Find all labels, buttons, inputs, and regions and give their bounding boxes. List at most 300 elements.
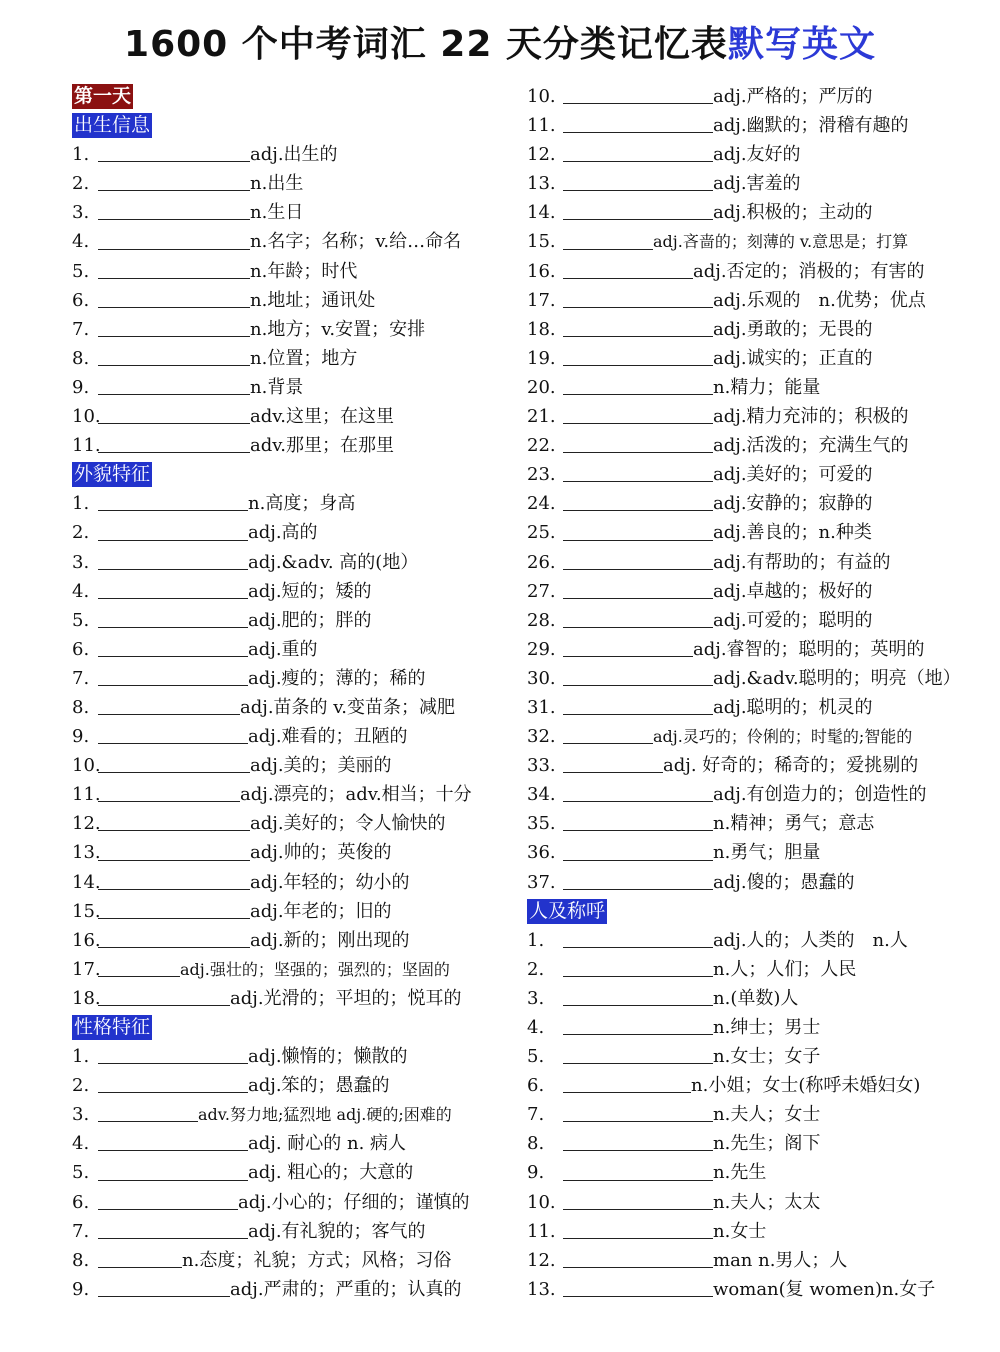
definition: adj.美好的；可爱的 <box>713 464 873 486</box>
section-tag-personality: 性格特征 <box>74 1016 151 1039</box>
definition: n.先生；阁下 <box>713 1133 821 1155</box>
list-item <box>527 1013 967 1042</box>
answer-blank[interactable] <box>98 540 248 541</box>
answer-blank[interactable] <box>98 423 250 424</box>
item-number: 3. <box>72 1104 90 1126</box>
definition: adj.强壮的；坚强的；强烈的；坚固的 <box>180 959 450 979</box>
item-number: 17. <box>527 289 556 311</box>
answer-blank[interactable] <box>563 1063 713 1064</box>
definition: n.位置；地方 <box>250 347 358 369</box>
item-number: 19. <box>527 347 556 369</box>
word-list-personality <box>72 1042 502 1304</box>
list-item <box>72 897 502 926</box>
item-number: 36. <box>527 842 556 864</box>
item-number: 24. <box>527 493 556 515</box>
item-number: 31. <box>527 696 556 718</box>
list-item <box>72 169 502 198</box>
list-item <box>72 809 502 838</box>
item-number: 12. <box>527 1249 556 1271</box>
definition: adj.有礼貌的；客气的 <box>248 1220 426 1242</box>
definition: adj.短的；矮的 <box>248 580 372 602</box>
definition: adj.难看的；丑陋的 <box>248 726 408 748</box>
definition: adj.肥的；胖的 <box>248 609 372 631</box>
list-item <box>527 693 967 722</box>
definition: adj.美的；美丽的 <box>250 755 392 777</box>
answer-blank[interactable] <box>563 976 713 977</box>
definition: n.夫人；女士 <box>713 1104 821 1126</box>
list-item <box>527 227 967 256</box>
answer-blank[interactable] <box>563 889 713 890</box>
list-item <box>527 1246 967 1275</box>
definition: adj. 耐心的 n. 病人 <box>248 1133 407 1155</box>
definition: adj.傻的；愚蠢的 <box>713 871 855 893</box>
answer-blank[interactable] <box>98 1209 238 1210</box>
item-number: 8. <box>72 1249 90 1271</box>
definition: n.女士 <box>713 1220 767 1242</box>
word-list-people <box>527 926 967 1304</box>
item-number: 4. <box>72 1133 90 1155</box>
definition: adv.这里；在这里 <box>250 406 395 428</box>
answer-blank[interactable] <box>563 307 713 308</box>
list-item <box>72 926 502 955</box>
item-number: 5. <box>72 1162 90 1184</box>
item-number: 9. <box>72 376 90 398</box>
answer-blank[interactable] <box>98 801 240 802</box>
item-number: 10. <box>527 86 556 107</box>
item-number: 22. <box>527 435 556 457</box>
list-item <box>527 402 967 431</box>
definition: adj.出生的 <box>250 144 338 166</box>
definition: n.人；人们；人民 <box>713 958 857 980</box>
answer-blank[interactable] <box>98 510 248 511</box>
item-number: 12. <box>72 813 101 835</box>
list-item <box>527 315 967 344</box>
list-item <box>72 140 502 169</box>
list-item <box>527 518 967 547</box>
definition: n.夫人；太太 <box>713 1191 821 1213</box>
definition: n.(单数)人 <box>713 987 799 1009</box>
definition: n.高度；身高 <box>248 493 356 515</box>
list-item <box>527 1275 967 1304</box>
answer-blank[interactable] <box>563 627 713 628</box>
list-item <box>527 111 967 140</box>
word-list-appearance <box>72 489 502 1013</box>
item-number: 5. <box>527 1046 545 1068</box>
definition: adj.卓越的；极好的 <box>713 580 873 602</box>
definition: n.态度；礼貌；方式；风格；习俗 <box>182 1249 452 1271</box>
item-number: 18. <box>72 987 101 1009</box>
answer-blank[interactable] <box>98 394 250 395</box>
answer-blank[interactable] <box>563 103 713 104</box>
item-number: 1. <box>72 493 90 515</box>
answer-blank[interactable] <box>98 1092 248 1093</box>
answer-blank[interactable] <box>98 1180 248 1181</box>
definition: adj.瘦的；薄的；稀的 <box>248 667 426 689</box>
list-item <box>72 780 502 809</box>
definition: adj.高的 <box>248 522 318 544</box>
item-number: 29. <box>527 638 556 660</box>
definition: n.背景 <box>250 376 304 398</box>
answer-blank[interactable] <box>563 510 713 511</box>
list-item <box>527 606 967 635</box>
item-number: 1. <box>72 1046 90 1068</box>
list-item <box>527 344 967 373</box>
definition: adj.否定的；消极的；有害的 <box>693 260 925 282</box>
answer-blank[interactable] <box>563 249 653 250</box>
item-number: 3. <box>72 202 90 224</box>
item-number: 35. <box>527 813 556 835</box>
answer-blank[interactable] <box>563 714 713 715</box>
definition: adj.安静的；寂静的 <box>713 493 873 515</box>
definition: adj.可爱的；聪明的 <box>713 609 873 631</box>
definition: adj.重的 <box>248 638 318 660</box>
list-item <box>72 431 502 460</box>
definition: woman(复 women)n.女子 <box>713 1278 936 1300</box>
list-item <box>527 926 967 955</box>
item-number: 2. <box>72 173 90 195</box>
definition: adj.严肃的；严重的；认真的 <box>230 1278 462 1300</box>
answer-blank[interactable] <box>98 1005 230 1006</box>
list-item <box>527 548 967 577</box>
right-column <box>527 82 967 1304</box>
item-number: 9. <box>527 1162 545 1184</box>
answer-blank[interactable] <box>563 452 713 453</box>
item-number: 23. <box>527 464 556 486</box>
answer-blank[interactable] <box>563 1209 713 1210</box>
answer-blank[interactable] <box>98 336 250 337</box>
item-number: 8. <box>72 347 90 369</box>
item-number: 18. <box>527 318 556 340</box>
item-number: 13. <box>527 1278 556 1300</box>
item-number: 9. <box>72 1278 90 1300</box>
item-number: 10. <box>72 755 101 777</box>
list-item <box>527 838 967 867</box>
answer-blank[interactable] <box>563 1034 713 1035</box>
answer-blank[interactable] <box>98 1121 198 1122</box>
list-item <box>72 955 502 984</box>
answer-blank[interactable] <box>563 365 713 366</box>
answer-blank[interactable] <box>563 1238 713 1239</box>
answer-blank[interactable] <box>563 947 713 948</box>
list-item <box>527 1188 967 1217</box>
list-item <box>72 344 502 373</box>
answer-blank[interactable] <box>98 830 250 831</box>
answer-blank[interactable] <box>563 801 713 802</box>
item-number: 11. <box>527 1220 556 1242</box>
list-item <box>527 82 967 111</box>
answer-blank[interactable] <box>563 161 713 162</box>
list-item <box>72 257 502 286</box>
list-item <box>527 751 967 780</box>
item-number: 7. <box>72 318 90 340</box>
list-item <box>527 635 967 664</box>
answer-blank[interactable] <box>98 1150 248 1151</box>
list-item <box>72 1100 502 1129</box>
item-number: 6. <box>72 1191 90 1213</box>
definition: adj.诚实的；正直的 <box>713 347 873 369</box>
left-column <box>72 82 502 1304</box>
list-item <box>72 315 502 344</box>
answer-blank[interactable] <box>563 772 663 773</box>
list-item <box>527 286 967 315</box>
answer-blank[interactable] <box>98 656 248 657</box>
list-item <box>72 402 502 431</box>
list-item <box>72 751 502 780</box>
section-tag-appearance: 外貌特征 <box>74 463 151 486</box>
definition: n.勇气；胆量 <box>713 842 821 864</box>
item-number: 6. <box>72 289 90 311</box>
answer-blank[interactable] <box>563 743 653 744</box>
answer-blank[interactable] <box>563 656 693 657</box>
list-item <box>527 373 967 402</box>
definition: adj.帅的；英俊的 <box>250 842 392 864</box>
answer-blank[interactable] <box>98 452 250 453</box>
item-number: 13. <box>72 842 101 864</box>
list-item <box>72 1129 502 1158</box>
definition: adj.美好的；令人愉快的 <box>250 813 446 835</box>
answer-blank[interactable] <box>98 1063 248 1064</box>
answer-blank[interactable] <box>563 481 713 482</box>
item-number: 3. <box>527 987 545 1009</box>
answer-blank[interactable] <box>98 249 250 250</box>
answer-blank[interactable] <box>98 947 250 948</box>
list-item <box>72 722 502 751</box>
list-item <box>72 1042 502 1071</box>
definition: n.小姐；女士(称呼未婚妇女) <box>691 1075 921 1097</box>
definition: adj.笨的；愚蠢的 <box>248 1075 390 1097</box>
answer-blank[interactable] <box>98 860 250 861</box>
list-item <box>527 140 967 169</box>
definition: n.生日 <box>250 202 304 224</box>
item-number: 12. <box>527 144 556 166</box>
list-item <box>72 1188 502 1217</box>
answer-blank[interactable] <box>563 598 713 599</box>
answer-blank[interactable] <box>98 685 248 686</box>
item-number: 8. <box>527 1133 545 1155</box>
definition: man n.男人；人 <box>713 1249 848 1271</box>
definition: adj.睿智的；聪明的；英明的 <box>693 638 925 660</box>
answer-blank[interactable] <box>98 918 250 919</box>
definition: adj.人的；人类的 n.人 <box>713 929 908 951</box>
item-number: 6. <box>72 638 90 660</box>
item-number: 16. <box>527 260 556 282</box>
answer-blank[interactable] <box>98 278 250 279</box>
definition: adj.年轻的；幼小的 <box>250 871 410 893</box>
answer-blank[interactable] <box>98 1238 248 1239</box>
definition: adj.精力充沛的；积极的 <box>713 406 909 428</box>
definition: n.绅士；男士 <box>713 1017 821 1038</box>
list-item <box>72 198 502 227</box>
answer-blank[interactable] <box>563 685 713 686</box>
item-number: 9. <box>72 726 90 748</box>
answer-blank[interactable] <box>98 889 250 890</box>
list-item <box>527 780 967 809</box>
item-number: 21. <box>527 406 556 428</box>
definition: n.年龄；时代 <box>250 260 358 282</box>
item-number: 11. <box>72 435 101 457</box>
answer-blank[interactable] <box>563 830 713 831</box>
answer-blank[interactable] <box>563 1005 713 1006</box>
answer-blank[interactable] <box>563 1121 713 1122</box>
definition: adj.害羞的 <box>713 173 801 195</box>
answer-blank[interactable] <box>563 1267 713 1268</box>
item-number: 16. <box>72 929 101 951</box>
list-item <box>527 1100 967 1129</box>
definition: adj.友好的 <box>713 144 801 166</box>
answer-blank[interactable] <box>563 219 713 220</box>
answer-blank[interactable] <box>98 307 250 308</box>
definition: n.先生 <box>713 1162 767 1184</box>
list-item <box>527 460 967 489</box>
item-number: 6. <box>527 1075 545 1097</box>
list-item <box>72 518 502 547</box>
list-item <box>527 955 967 984</box>
list-item <box>527 198 967 227</box>
list-item <box>72 227 502 256</box>
word-list-personality-continued <box>527 82 967 897</box>
definition: adj.懒惰的；懒散的 <box>248 1046 408 1068</box>
list-item <box>527 1129 967 1158</box>
answer-blank[interactable] <box>98 772 250 773</box>
answer-blank[interactable] <box>563 540 713 541</box>
answer-blank[interactable] <box>98 627 248 628</box>
definition: adj.漂亮的；adv.相当；十分 <box>240 784 472 806</box>
list-item <box>527 1158 967 1187</box>
answer-blank[interactable] <box>98 1296 230 1297</box>
item-number: 1. <box>72 144 90 166</box>
item-number: 15. <box>72 900 101 922</box>
definition: adj. 好奇的；稀奇的；爱挑剔的 <box>663 755 919 777</box>
item-number: 28. <box>527 609 556 631</box>
definition: adj.吝啬的；刻薄的 v.意思是；打算 <box>653 232 909 252</box>
answer-blank[interactable] <box>563 1150 713 1151</box>
answer-blank[interactable] <box>563 1180 713 1181</box>
item-number: 1. <box>527 929 545 951</box>
answer-blank[interactable] <box>563 1092 691 1093</box>
definition: adj.聪明的；机灵的 <box>713 696 873 718</box>
definition: adj. 粗心的；大意的 <box>248 1162 414 1184</box>
answer-blank[interactable] <box>98 190 250 191</box>
answer-blank[interactable] <box>563 569 713 570</box>
answer-blank[interactable] <box>98 219 250 220</box>
list-item <box>527 984 967 1013</box>
word-list-birth-info <box>72 140 502 460</box>
section-header <box>527 897 967 926</box>
list-item <box>72 635 502 664</box>
item-number: 13. <box>527 173 556 195</box>
list-item <box>527 1217 967 1246</box>
list-item <box>527 257 967 286</box>
answer-blank[interactable] <box>98 365 250 366</box>
list-item <box>72 286 502 315</box>
title-highlight: 默写英文 <box>727 24 876 65</box>
definition: n.出生 <box>250 173 304 195</box>
item-number: 20. <box>527 376 556 398</box>
definition: adj.年老的；旧的 <box>250 900 392 922</box>
item-number: 10. <box>72 406 101 428</box>
item-number: 3. <box>72 551 90 573</box>
definition: adj.&adv. 高的(地） <box>248 551 419 573</box>
answer-blank[interactable] <box>563 1296 713 1297</box>
list-item <box>527 1042 967 1071</box>
definition: adj.乐观的 n.优势；优点 <box>713 289 926 311</box>
answer-blank[interactable] <box>98 1267 182 1268</box>
section-tag-people: 人及称呼 <box>529 899 606 922</box>
definition: n.地方；v.安置；安排 <box>250 318 426 340</box>
answer-blank[interactable] <box>563 394 713 395</box>
answer-blank[interactable] <box>98 161 250 162</box>
definition: adv.那里；在那里 <box>250 435 395 457</box>
definition: n.精力；能量 <box>713 376 821 398</box>
item-number: 4. <box>72 231 90 253</box>
answer-blank[interactable] <box>563 278 693 279</box>
answer-blank[interactable] <box>563 860 713 861</box>
item-number: 2. <box>527 958 545 980</box>
item-number: 37. <box>527 871 556 893</box>
list-item <box>72 1217 502 1246</box>
definition: adj.善良的；n.种类 <box>713 522 872 544</box>
item-number: 7. <box>527 1104 545 1126</box>
list-item <box>527 1071 967 1100</box>
list-item <box>72 1275 502 1304</box>
answer-blank[interactable] <box>98 976 180 977</box>
answer-blank[interactable] <box>563 190 713 191</box>
list-item <box>72 1071 502 1100</box>
definition: adj.新的；刚出现的 <box>250 929 410 951</box>
item-number: 2. <box>72 522 90 544</box>
item-number: 8. <box>72 696 90 718</box>
item-number: 5. <box>72 609 90 631</box>
item-number: 5. <box>72 260 90 282</box>
list-item <box>72 606 502 635</box>
item-number: 10. <box>527 1191 556 1213</box>
item-number: 34. <box>527 784 556 806</box>
list-item <box>72 838 502 867</box>
item-number: 11. <box>72 784 101 806</box>
section-header <box>72 111 502 140</box>
list-item <box>527 577 967 606</box>
definition: n.女士；女子 <box>713 1046 821 1068</box>
item-number: 7. <box>72 1220 90 1242</box>
definition: n.名字；名称；v.给…命名 <box>250 231 462 253</box>
list-item <box>527 722 967 751</box>
item-number: 27. <box>527 580 556 602</box>
answer-blank[interactable] <box>98 598 248 599</box>
title-main: 1600 个中考词汇 22 天分类记忆表 <box>124 24 728 65</box>
item-number: 33. <box>527 755 556 777</box>
list-item <box>527 664 967 693</box>
list-item <box>527 169 967 198</box>
answer-blank[interactable] <box>563 132 713 133</box>
definition: adj.积极的；主动的 <box>713 202 873 224</box>
item-number: 7. <box>72 667 90 689</box>
list-item <box>527 431 967 460</box>
item-number: 32. <box>527 726 556 748</box>
definition: n.地址；通讯处 <box>250 289 376 311</box>
item-number: 26. <box>527 551 556 573</box>
item-number: 14. <box>72 871 101 893</box>
answer-blank[interactable] <box>98 714 240 715</box>
definition: n.精神；勇气；意志 <box>713 813 875 835</box>
definition: adj.小心的；仔细的；谨慎的 <box>238 1191 470 1213</box>
list-item <box>72 868 502 897</box>
item-number: 30. <box>527 667 556 689</box>
answer-blank[interactable] <box>563 336 713 337</box>
definition: adj.光滑的；平坦的；悦耳的 <box>230 987 462 1009</box>
answer-blank[interactable] <box>98 569 248 570</box>
answer-blank[interactable] <box>98 743 248 744</box>
answer-blank[interactable] <box>563 423 713 424</box>
